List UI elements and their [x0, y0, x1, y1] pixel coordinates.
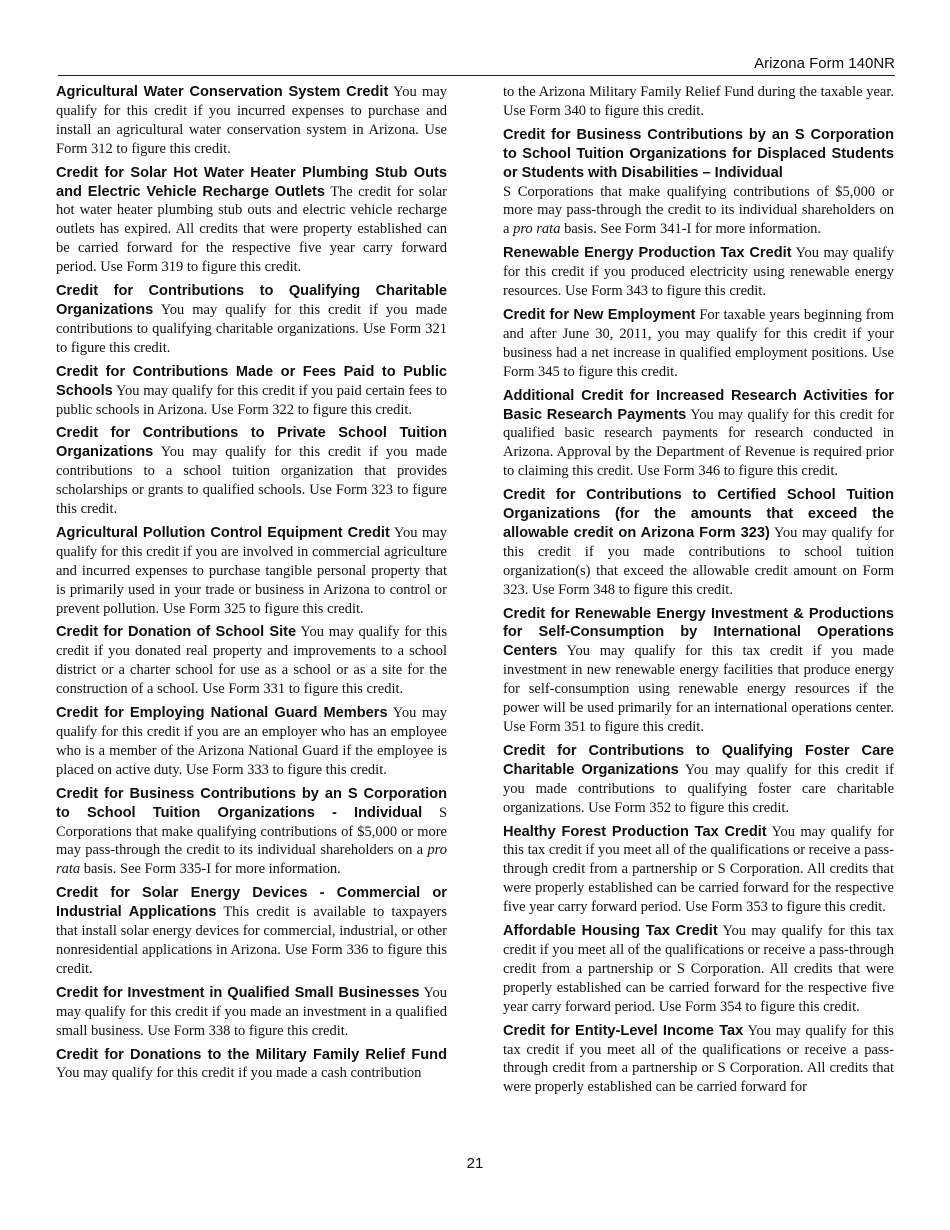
- credit-entry-353: [503, 823, 894, 918]
- credit-body: You may qualify for this credit if you produced electricity using renewable energy resources. Use Form 343 to figure this credit.: [503, 245, 894, 300]
- credit-body-italic: pro rata: [56, 842, 447, 878]
- credit-entry-325: [56, 524, 447, 619]
- credit-title: Healthy Forest Production Tax Credit: [503, 823, 767, 840]
- credit-title: Additional Credit for Increased Research Activities for Basic Research Payments: [503, 387, 894, 423]
- credit-body: You may qualify for this credit if you made an investment in a qualified small business. Use Form 338 to figure this credit.: [56, 984, 447, 1039]
- credit-title: Credit for Business Contributions by an S Corporation to School Tuition Organizations for Displaced Students or Students with Disabilities – Individual: [503, 126, 894, 181]
- credit-title: Credit for Contributions Made or Fees Paid to Public Schools: [56, 363, 447, 399]
- credit-title: Credit for Contributions to Qualifying Charitable Organizations: [56, 283, 447, 318]
- credit-entry-343: [503, 244, 894, 301]
- credit-title: Credit for Solar Hot Water Heater Plumbing Stub Outs and Electric Vehicle Recharge Outlets: [56, 164, 447, 200]
- credit-title: Credit for Renewable Energy Investment & Productions for Self-Consumption by International Operations Centers: [503, 605, 894, 660]
- credit-body: basis. See Form 341-I for more information.: [564, 221, 822, 238]
- credit-title: Credit for Employing National Guard Members: [56, 705, 388, 722]
- credit-entry-352: [503, 742, 894, 818]
- credit-title: Credit for New Employment: [503, 306, 696, 323]
- credit-body: You may qualify for this tax credit if you meet all of the qualifications or receive a pass-through credit from a partnership or S Corporation. All credits that were properly established can be carried forward for: [503, 1022, 894, 1096]
- left-column: [56, 83, 447, 1088]
- credit-title: Credit for Contributions to Qualifying Foster Care Charitable Organizations: [503, 742, 894, 778]
- credit-entry-348: [503, 486, 894, 599]
- credit-body: You may qualify for this credit if you made contributions to school tuition organization(s) that exceed the allowable credit amount on Form 323. Use Form 348 to figure this credit.: [503, 524, 895, 598]
- credit-body: This credit is available to taxpayers that install solar energy devices for commercial, industrial, or other nonresidential applications in Arizona. Use Form 336 to figure this credit.: [56, 904, 447, 977]
- credit-entry-351: [503, 605, 894, 737]
- credit-body: You may qualify for this credit if you paid certain fees to public schools in Arizona. Use Form 322 to figure this credit.: [56, 382, 447, 418]
- credit-title: Credit for Donations to the Military Family Relief Fund: [56, 1046, 447, 1063]
- credit-body: You may qualify for this tax credit if you meet all of the qualifications or receive a pass-through credit from a partnership or S Corporation. All credits that were properly established can be carried forward for the respective five year carry forward period. Use Form 354 to figure this credit.: [503, 923, 894, 1015]
- page-number: 21: [466, 1155, 484, 1172]
- credit-body: S Corporations that make qualifying contributions of $5,000 or more may pass-through the credit to its individual shareholders on a: [56, 804, 448, 859]
- credit-body: basis. See Form 335-I for more information.: [83, 861, 341, 878]
- credit-title: Credit for Contributions to Certified School Tuition Organizations (for the amounts that exceed the allowable credit on Arizona Form 323): [503, 487, 894, 541]
- credit-title: Agricultural Pollution Control Equipment Credit: [56, 524, 390, 541]
- credit-entry-346: [503, 387, 894, 482]
- credit-entry-345: [503, 306, 894, 382]
- right-column: [503, 83, 894, 1102]
- credit-body: You may qualify for this credit if you are an employer who has an employee who is a member of the Arizona National Guard if the employee is placed on active duty. Use Form 333 to figure this credit.: [56, 705, 448, 778]
- credit-title: Credit for Investment in Qualified Small Businesses: [56, 984, 420, 1001]
- credit-body: The credit for solar hot water heater plumbing stub outs and electric vehicle recharge outlets has expired. All credits that were property established can be carried forward for the respective five year carry forward period. Use Form 319 to figure this credit.: [56, 183, 447, 276]
- credit-title: Renewable Energy Production Tax Credit: [503, 245, 792, 262]
- credit-title: Credit for Business Contributions by an S Corporation to School Tuition Organizations - Individual: [56, 785, 447, 821]
- credit-entry-338: [56, 984, 447, 1041]
- credit-body: You may qualify for this tax credit if you made investment in new renewable energy facilities that produce energy for self-consumption using renewable energy resources if the power will be used primarily for an international operations center. Use Form 351 to figure this credit.: [503, 643, 894, 735]
- credit-body: to the Arizona Military Family Relief Fund during the taxable year. Use Form 340 to figure this credit.: [503, 84, 894, 119]
- credit-entry-340: [56, 1046, 447, 1084]
- credit-body: You may qualify for this credit if you incurred expenses to purchase and install an agricultural water conservation system in Arizona. Use Form 312 to figure this credit.: [56, 84, 448, 157]
- credit-title: Credit for Solar Energy Devices - Commercial or Industrial Applications: [56, 885, 447, 921]
- credit-entry-323: [56, 424, 447, 519]
- credit-entry-322: [56, 363, 447, 420]
- credit-body: You may qualify for this credit for qualified basic research payments for research conducted in Arizona. Approval by the Department of Revenue is required prior to claiming this credit. Use Form 346 to figure this credit.: [503, 406, 895, 480]
- credit-body: You may qualify for this credit if you made contributions to a school tuition organization that provides scholarships or grants to qualified schools. Use Form 323 to figure this credit.: [56, 444, 447, 518]
- credit-title: Credit for Donation of School Site: [56, 624, 297, 641]
- credit-body: You may qualify for this tax credit if you meet all of the qualifications or receive a pass-through credit from a partnership or S Corporation. All credits that were properly established can be carried forward for the respective five year carry forward period. Use Form 353 to figure this credit.: [503, 823, 894, 916]
- credit-entry-335i: [56, 785, 447, 880]
- continuation-text: [503, 83, 894, 121]
- credit-body: You may qualify for this credit if you are involved in commercial agriculture and incurred expenses to purchase tangible personal property that is primarily used in your trade or business in Arizona to control or prevent pollution. Use Form 325 to figure this credit.: [56, 524, 447, 617]
- credit-entry-312: [56, 83, 447, 159]
- credit-entry-321: [56, 282, 447, 358]
- credit-title: Credit for Entity-Level Income Tax: [503, 1022, 744, 1039]
- credit-body: For taxable years beginning from and after June 30, 2011, you may qualify for this credit if your business had a net increase in qualified employment positions. Use Form 345 to figure this credit.: [503, 306, 894, 380]
- credit-title: Affordable Housing Tax Credit: [503, 923, 718, 940]
- credit-body: You may qualify for this credit if you made contributions to qualifying charitable organizations. Use Form 321 to figure this credit.: [56, 301, 447, 356]
- header-rule: [58, 75, 895, 76]
- credit-entry-319: [56, 164, 447, 277]
- form-title: Arizona Form 140NR: [754, 55, 895, 72]
- credit-body: You may qualify for this credit if you made a cash contribution: [56, 1065, 422, 1082]
- credit-body: You may qualify for this credit if you donated real property and improvements to a school district or a charter school for use as a school or as a site for the construction of a school. Use Form 331 to figure this credit.: [56, 624, 448, 698]
- credit-entry-354: [503, 922, 894, 1017]
- credit-body: S Corporations that make qualifying contributions of $5,000 or more may pass-through the credit to its individual shareholders on a: [503, 183, 894, 238]
- credit-entry-331: [56, 623, 447, 699]
- credit-entry-341i: [503, 126, 894, 239]
- credit-entry-336: [56, 884, 447, 979]
- credit-title: Agricultural Water Conservation System Credit: [56, 84, 389, 100]
- credit-body: You may qualify for this credit if you made contributions to qualifying foster care charitable organizations. Use Form 352 to figure this credit.: [503, 761, 894, 816]
- credit-entry-355: [503, 1022, 894, 1098]
- credit-entry-333: [56, 704, 447, 780]
- credit-title: Credit for Contributions to Private School Tuition Organizations: [56, 425, 447, 461]
- credit-body-italic: pro rata: [513, 221, 561, 238]
